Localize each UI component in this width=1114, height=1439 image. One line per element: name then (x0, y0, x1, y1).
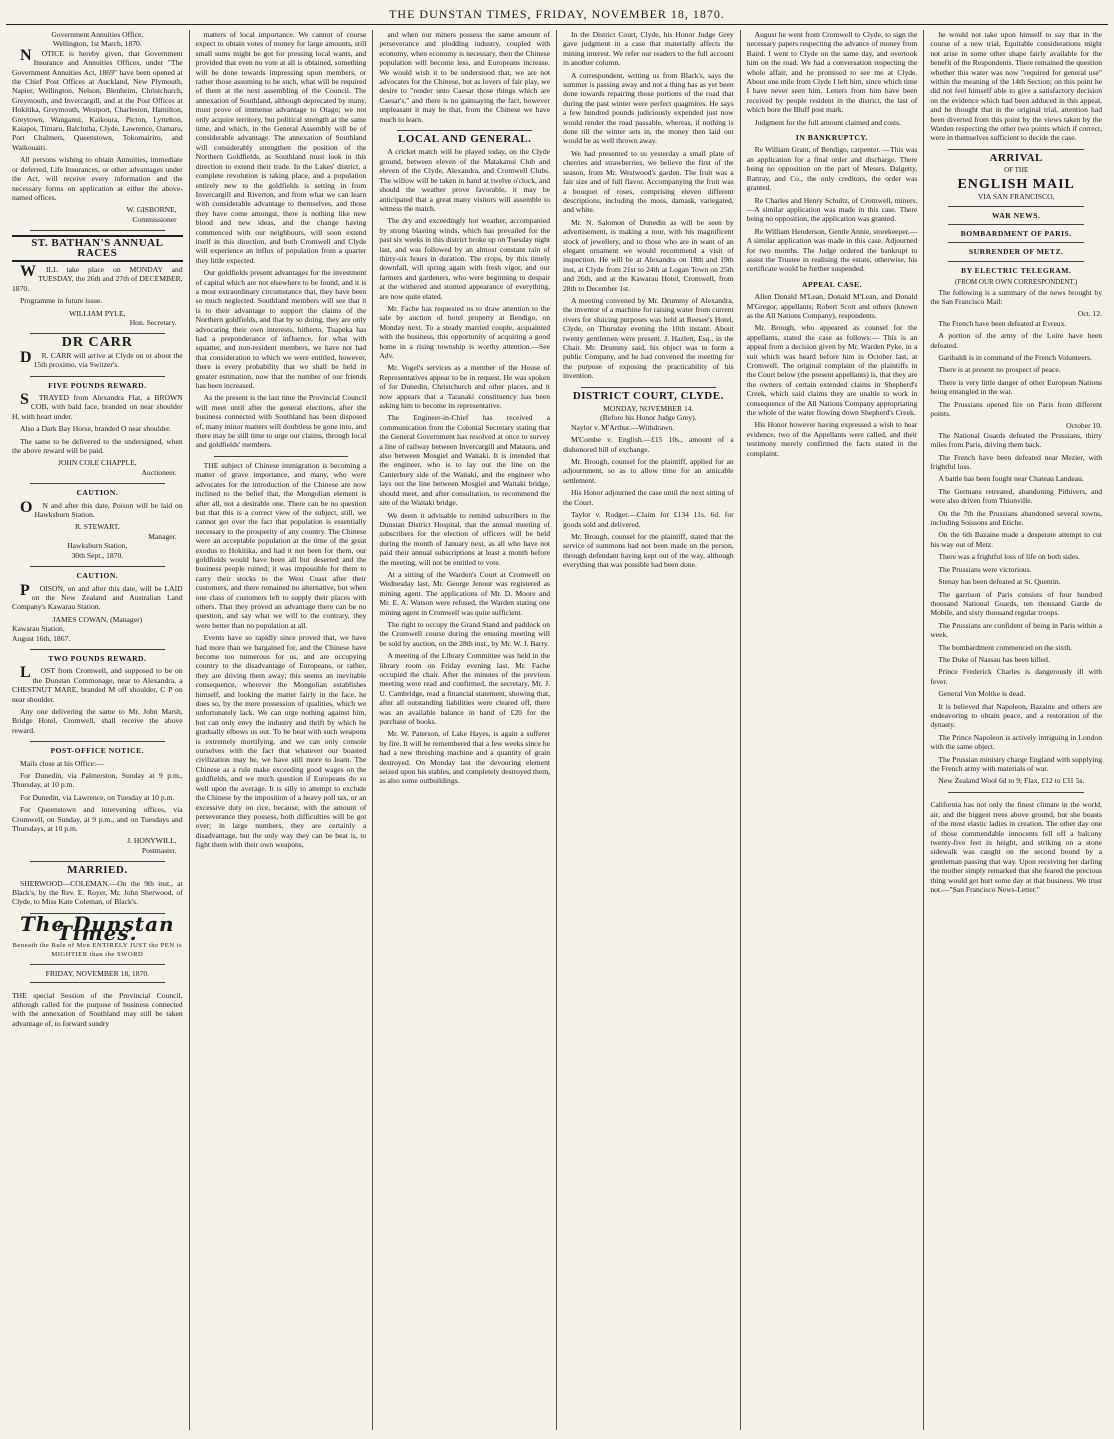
paragraph: We deem it advisable to remind subscribers to the Dunstan District Hospital, that the annual meeting of subscribers for the election of officers will be held during the month of January next, as all who have not paid their annual subscriptions at least a month before the meeting, will not be entitled to vote. (379, 510, 550, 567)
paragraph: Mr. Brough, who appeared as counsel for the appellants, stated the case as follows:— This is an appeal from a decision given by Mr. Warden Pyke, in a suit which was heard before him in October last, at Cromwell. The original complaint of the plaintiffs in the Court below (the present appellants) is, that they are the owners of certain extended claims in Shepherd's Creek, which said claims they are unable to work in consequence of the All Nations Company appropriating the whole of the water flowing down Shepherd's Creek. (746, 323, 918, 418)
via-title: VIA SAN FRANCISCO, (977, 192, 1055, 202)
reward-signature: JOHN COLE CHAPPLE, (57, 458, 137, 468)
news-item: The bombardment commenced on the sixth. (938, 642, 1073, 652)
arrival-title: ARRIVAL (989, 151, 1043, 164)
caution-place: Hawksburn Station, (67, 541, 128, 551)
war-news (930, 288, 1102, 786)
races-title: ST. BATHAN'S ANNUAL RACES (12, 235, 183, 262)
divider (948, 242, 1084, 243)
divider (30, 566, 165, 567)
war-news-title: WAR NEWS. (991, 210, 1041, 220)
local-general-title: LOCAL AND GENERAL. (397, 133, 532, 146)
notice-line-1: Government Annuities Office, (51, 30, 144, 39)
column-1 (6, 30, 190, 1430)
paragraph: In the District Court, Clyde, his Honor Judge Grey gave judgment in a case that materially affects the mining interest. We refer our readers to the full account in another column. (563, 30, 734, 68)
news-item: The Duke of Nassau has been killed. (938, 654, 1050, 664)
paragraph: His Honor adjourned the case until the next sitting of the Court. (563, 488, 734, 507)
divider (948, 261, 1084, 262)
paragraph: Allen Donald M'Lean, Donald M'Lean, and Donald M'Gregor, appellants; Robert Scott and others (known as the All Nations Company), respondents. (746, 292, 918, 320)
news-date: Oct. 12. (1077, 309, 1102, 319)
bankruptcy-title: IN BANKRUPTCY. (795, 133, 869, 143)
appeal-case (747, 292, 918, 458)
divider (948, 149, 1084, 150)
two-pounds-reward-advert (12, 654, 183, 735)
news-item: It is believed that Napoleon, Bazaine and others are endeavoring to obtain peace, and a restoration of the dynasty. (930, 701, 1102, 730)
married-title: MARRIED. (67, 864, 128, 877)
paragraph: Mr. Brough, counsel for the plaintiff, applied for an adjournment, so as to allow time for an amicable settlement. (563, 457, 734, 485)
news-item: The Prussian ministry charge England with supplying the French army with materials of war. (930, 754, 1102, 773)
notice-signature-title: Commissioner (132, 214, 177, 224)
caution-kawarau (12, 571, 183, 643)
news-item: There is very little danger of other European Nations being entangled in the war. (930, 377, 1102, 397)
reward-signature-title: Auctioneer. (141, 467, 177, 477)
news-item: The garrison of Paris consists of four hundred thousand National Guards, ten thousand Garde de Mobile, and sixty thousand regular troops. (930, 589, 1102, 618)
news-item: The Germans retreated, abandoning Pithivers, and were also driven from Thionville. (930, 486, 1102, 506)
races-body-2: Programme in future issue. (20, 296, 103, 306)
caution-signature: JAMES COWAN, (Manager) (52, 614, 143, 624)
court-judge: (Before his Honor Judge Grey). (600, 413, 697, 423)
paragraph: A meeting of the Library Committee was held in the library room on Friday evening last. Mr. Fache occupied the chair. After the minutes of the previous meeting were read and confirmed, the secretary, Mr. J. U. Cambridge, read a financial statement, showing that, after all outstanding liabilities were cleared off, there was an available balance in hand of £20 for the purchase of books. (379, 651, 550, 727)
divider (30, 333, 165, 334)
paragraph: M'Combe v. English.—£15 10s., amount of a dishonored bill of exchange. (563, 435, 734, 454)
appeal-title: APPEAL CASE. (801, 279, 862, 289)
caution-signature: R. STEWART, (74, 522, 120, 532)
news-item: The Prussians opened fire on Paris from different points. (930, 399, 1102, 418)
news-item: The Prussians are confident of being in Paris within a week. (930, 620, 1102, 640)
five-pounds-reward-advert (12, 381, 183, 478)
paragraph: Re William Grant, of Bendigo, carpenter. —This was an application for a final order and discharge. There being no opposition on the part of Messrs. Dalgetty, Rattray, and Co., the only creditors, the order was granted. (746, 145, 918, 193)
news-item: The French have been defeated at Evreux. (938, 318, 1067, 328)
reward-title: TWO POUNDS REWARD. (48, 653, 147, 663)
married-notice (12, 866, 183, 907)
caution-date: August 16th, 1867. (12, 633, 71, 643)
paragraph: Mr. N. Salomon of Dunedin as will be seen by advertisement, is making a tour, with his magnificent stock of jewellery, and to those who are in want of an elegant ornament we would recommend a visit of inspection. He will be at Alexandra on 18th and 19th inst, at Clyde from 21st to 24th at Logan Town on 25th and 26th, and at the Kawarau Hotel, Cromwell, from 28th to December 1st. (563, 217, 734, 293)
court-date: MONDAY, NOVEMBER 14. (603, 404, 694, 414)
married-body: SHERWOOD—COLEMAN.—On the 9th inst., at Black's, by the Rev. E. Royer, Mr. John Sherwood, of Clyde, to Miss Kate Coleman, of Black's. (12, 878, 183, 907)
paragraph: Events have so rapidly since proved that, we have had more than we bargained for, and the Chinese have become too numerous for us, and are occupying country to the disadvantage of Europeans, or rather, they are driving them away; this seems an inevitable consequence, wherever the Mongolian establishes himself, and looking the matter fairly in the face, he does so, by the mere possession of qualities, which we unfortunately lack. We can urge nothing against him, but can only envy the industry and thrift by which he gradually elbows us out. To be beat with such weapons is extremely mortifying, and we can only console ourselves with the fact that whatever our boasted civilization may be, we have still more to learn. The Chinese as a rule make exceeding good wages on the goldfields, and we much question if Europeans do so well upon the average. It is silly to attempt to exclude the Chinese by the imposition of a heavy poll tax, or an excessive duty on rice, because, with the amount of perseverance they possess, both difficulties will be got over; in large numbers, they are certainly a disadvantage, but the only way they can be beat is, to fight them with their own weapons, (195, 633, 367, 850)
reward-body-3: The same to be delivered to the undersigned, when the above reward will be paid. (12, 436, 183, 456)
reward-body: LOST from Cromwell, and supposed to be on the Dunstan Commonage, near to Alexandra, a CHESTNUT MARE, branded M off shoulder, C P on near shoulder. (12, 664, 183, 704)
column-4 (557, 30, 741, 1430)
divider (30, 982, 165, 983)
court-cases (563, 423, 734, 570)
caution-hawksburn (12, 488, 183, 560)
news-item: On the 6th Bazaine made a desperate attempt to cut his way out of Metz. (930, 530, 1102, 549)
newspaper-motto: Beneath the Rule of Men ENTIRELY JUST the PEN is MIGHTIER than the SWORD (12, 941, 183, 959)
caution-signature-title: Manager. (148, 531, 177, 541)
divider (30, 741, 165, 742)
divider (30, 483, 165, 484)
reward-body: STRAYED from Alexandra Flat, a BROWN COB, with bald face, branded on near shoulder H, with heart under. (12, 391, 183, 421)
post-line: For Queenstown and intervening offices, via Cromwell, on Sunday, at 9 p.m., and on Tuesdays and Thursdays, at 10 p.m. (12, 805, 183, 834)
paragraph: and when our miners possess the same amount of perseverance and plodding industry, coupled with economy, when economy is necessary, then the Chinese population will become less, and Europeans increase. We would wish it to be understood that, we are not advocates for the Chinese, but as lovers of fair play, we desire to "render unto Caesar those things which are Caesar's," and there is no gainsaying the fact, however unpleasant it may be that, from the Chinese we have much to learn. (379, 30, 550, 124)
court-continued (747, 30, 918, 127)
news-item: Garibaldi is in command of the French Volunteers. (938, 352, 1093, 362)
telegram-title: BY ELECTRIC TELEGRAM. (961, 265, 1072, 275)
notice-body-2: All persons wishing to obtain Annuities, immediate or deferred, Life Insurances, or other advantages under the Act, will receive every information and the necessary forms on application at either the above-named offices. (12, 155, 183, 202)
appeal-continued (930, 30, 1102, 143)
races-signature: WILLIAM PYLE, (69, 308, 126, 318)
divider (581, 387, 716, 388)
bombardment-title: BOMBARDMENT OF PARIS. (960, 228, 1072, 238)
divider (30, 649, 165, 650)
caution-title: CAUTION. (76, 571, 119, 581)
paragraph: A cricket match will be played today, on the Clyde ground, between eleven of the Matakanui Club and eleven of the Clyde, Alexandra, and Cromwell Clubs. The willow will be taken in hand at twelve o'clock, and should the weather prove favorable, it may be anticipated that a great many visitors will assemble to witness the match. (379, 147, 550, 213)
carr-title: DR CARR (61, 335, 133, 351)
newspaper-page (6, 30, 1108, 1430)
reward-body-2: Also a Dark Bay Horse, branded O near shoulder. (20, 424, 171, 434)
california-paragraph: California has not only the finest climate in the world, air, and the biggest trees above ground, but she boasts of the most elastic ladies in creation. The other day one of those commendable innocents fell off a balcony twenty-five feet in height, and striking on a stone sidewalk was caught on the second bound by a gentleman passing that way. Upon receiving her darling the mother simply remarked that she feared the precious thing would get hurt some day at that business. We trust not.—"San Francisco News-Letter." (930, 800, 1102, 895)
paragraph: We had presented to us yesterday a small plate of cherries and strawberries, we believe the first of the season, from Mr. Westwood's garden. The fruit was a fair size and of full flavor. Accompanying the fruit was a bouquet of roses, comprising eleven different descriptions, including the moss, damask, variegated, and white. (563, 148, 734, 215)
column-2 (190, 30, 374, 1430)
divider (30, 230, 165, 231)
masthead: THE DUNSTAN TIMES, FRIDAY, NOVEMBER 18, 1870. (6, 4, 1108, 25)
post-title: POST-OFFICE NOTICE. (50, 746, 145, 756)
divider (30, 376, 165, 377)
notice-signature: W. GISBORNE, (126, 205, 177, 215)
races-advert (12, 235, 183, 327)
races-body: WILL take place on MONDAY and TUESDAY, the 26th and 27th of DECEMBER, 1870. (12, 262, 183, 293)
editorial-end (379, 30, 550, 124)
chinese-editorial (196, 461, 367, 850)
newspaper-logo: The Dunstan Times. (20, 911, 175, 946)
column-6 (924, 30, 1108, 1430)
caution-body: POISON, on and after this date, will be LAID on the New Zealand and Australian Land Company's Kawarau Station. (12, 581, 183, 612)
paragraph: Mr. Fache has requested us to draw attention to the sale by auction of hotel property at Bendigo, on Monday next. To a steady married couple, acquainted with the business, this opportunity of acquiring a good home in a rising township is worthy attention.—See Adv. (379, 303, 550, 360)
notice-body: NOTICE is hereby given, that Government Insurance and Annuities Offices, under "The Government Annuities Act, 1869" have been opened at the Chief Post Offices at Auckland, New Plymouth, Napier, Wellington, Nelson, Blenheim, Christchurch, Greymouth, and Invercargill, and at the Post Offices at Hokitika, Greymouth, Westport, Charleston, Hamilton, Greytown, Wanganui, Kaikoura, Picton, Lyttelton, Kaiapoi, Timaru, Balclutha, Clyde, Lawrence, Oamaru, Port Chalmers, Queenstown, Tokomairiro, and Waikouaiti. (12, 46, 183, 152)
news-item: The Prince Napoleon is actively intriguing in London with the same object. (930, 732, 1102, 752)
paragraph: August he went from Cromwell to Clyde, to sign the necessary papers respecting the advance of money from Baird. I went to Clyde on the same day, and overtook him on the road. We had a conversation respecting the whole affair, and he promised to see me at Clyde. About one mile from Clyde I left him, since which time I have never seen him. Letters from him have been received by people resident in the district, the last of which bore the Bluff post mark. (746, 30, 918, 115)
news-item: Stenay has been defeated at St. Quentin. (938, 577, 1061, 587)
local-news (379, 147, 550, 785)
column-5 (741, 30, 925, 1430)
paragraph: The following is a summary of the news brought by the San Francisco Mail: (930, 287, 1102, 306)
government-annuities-notice (12, 30, 183, 224)
paragraph: At a sitting of the Warden's Court at Cromwell on Wednesday last, Mr. George Jenour was registered as mining agent. The applications of Mr. D. Moore and Mr. E. A. Watson were refused, the Warden stating one mining agent in Cromwell was quite sufficient. (379, 569, 550, 617)
english-mail-title: ENGLISH MAIL (957, 176, 1075, 192)
carr-advert (12, 335, 183, 370)
dateline: FRIDAY, NOVEMBER 18, 1870. (45, 968, 150, 978)
paragraph: Mr. W. Paterson, of Lake Hayes, is again a sufferer by fire. It will be remembered that a few weeks since he had a new threshing machine and a quantity of grain destroyed. On Monday last the devouring element seized upon his stables, and completely destroyed them, as also some outbuildings. (379, 729, 550, 786)
paragraph: The dry and exceedingly hot weather, accompanied by strong blasting winds, which has prevailed for the past six weeks in this district broke up on Tuesday night last, and was followed by an almost constant rain of thirty-six hours in duration. The crops, by this timely downfall, will spring again with fresh vigor, and our farmers and gardeners, who were beginning to despair at the withered and stunted appearance of everything, are now quite elated. (379, 216, 550, 301)
divider (214, 456, 349, 457)
caution-place: Kawarau Station, (12, 624, 65, 634)
divider (397, 130, 532, 131)
column-3 (373, 30, 557, 1430)
paragraph: Re William Henderson, Gentle Annie, storekeeper.—A similar application was made in this case. Adjourned for two months. The Judge ordered the bankrupt to assist the Trustee in realising the estate, otherwise, his certificate would be further suspended. (746, 226, 918, 274)
paragraph: Taylor v. Rodger.—Claim for £134 11s. 6d. for goods sold and delivered. (563, 510, 734, 529)
paragraph: A meeting convened by Mr. Drummy of Alexandra, the inventor of a machine for raising water from current rivers for sluicing purposes was held at Reesee's Hotel, Clyde, on Thursday evening the 10th instant. About twenty gentlemen were present. J. Hazlett, Esq., in the Chair. Mr. Drummy said, his object was to form a public Company, and he had convened the meeting for the purpose of exposing the practicability of his invention. (563, 295, 734, 381)
post-line: For Dunedin, via Lawrence, on Tuesday at 10 p.m. (20, 792, 175, 802)
news-item: The Prussians were victorious. (938, 564, 1032, 574)
post-line: For Dunedin, via Palmerston, Sunday at 9 p.m., Thursday, at 10 p.m. (12, 771, 183, 790)
paragraph: The Engineer-in-Chief has received a communication from the Colonial Secretary stating that the General Government has resolved at once to survey a line of railway between Invercargill and Mataura, and also between Mosgiel and Waitaki. It is intended that the engineer, who is to lay out the line on the Canterbury side of the Waitaki, and the engineer who lays out the line between Mosgiel and Waitaki bridge, should meet, and after consultation, to recommend the site of the Waitaki bridge. (379, 413, 550, 508)
paragraph: he would not take upon himself to say that in the course of a new trial, Equitable considerations might not arise in some other shape fairly available for the benefit of the Respondents. There remained the question whether this water was now "required for general use" within the meaning of the 14th Section; on this point he did not feel himself able to give a satisfactory decision on the evidence which had been adduced in this appeal, and he thought that in the original trial, attention had been diverted from this point by the views taken by the Warden respecting the other two points which if correct, were in themselves sufficient to decide the case. (930, 30, 1102, 143)
editorial-start: THE special Session of the Provincial Council, although called for the purpose of business connected with the annexation of Southland may still be taken advantage of, to forward sundry (12, 990, 183, 1028)
news-item: There is at present no prospect of peace. (938, 365, 1061, 375)
caution-title: CAUTION. (76, 488, 119, 498)
paragraph: Re Charles and Henry Schultz, of Cromwell, miners.—A similar application was made in this case. There being no opposition, the application was granted. (746, 195, 918, 224)
post-signature-title: Postmaster. (141, 845, 177, 855)
news-date: October 10. (1066, 421, 1102, 431)
news-item: On the 7th the Prussians abandoned several towns, including Soissons and Etiche. (930, 508, 1102, 528)
divider (948, 792, 1084, 793)
news-item: New Zealand Wool 6d to 9; Flax, £12 to £31 5s. (938, 776, 1085, 786)
paragraph: His Honor however having expressed a wish to hear evidence, two of the Appellants were called, and their testimony merely confirmed the facts stated in the complaint. (746, 420, 918, 458)
reward-title: FIVE POUNDS REWARD. (48, 380, 147, 390)
carr-body: DR. CARR will arrive at Clyde on or about the 15th proximo, via Switzer's. (20, 348, 183, 370)
paragraph: matters of local importance. We cannot of course expect to obtain votes of money for large amounts, still small sums might be got for pressing local wants, and provided that even no vote at all is obtained, something will be done towards impressing upon members, or rather those assuming to be such, what will be required of them at the next assembling of the Council. The annexation of Southland, although deprecated by many, must prove of immense advantage to Otago; we not only acquire territory, but political strength at the same time, and which, in the General Assembly will be of considerable advantage. The annexation of Southland will considerably strengthen the position of the Northern Goldfields, as Southland must look in this direction to extend their trade. In the Lakes' district, a complete revolution is taking place, and a population entirely new to the goldfields is setting in from Invercargill and Riverton, and from what we can learn with considerable advantage to themselves, and those they have come amongst, there is nothing like new blood and new ideas, and the change having commenced with our neighbours, will soon extend itself in this direction, and both Cromwell and Clyde will experience an influx of population from a quarter they little expected. (195, 30, 367, 265)
notice-line-2: Wellington, 1st March, 1870. (52, 39, 142, 49)
arrival-subtitle: OF THE (1004, 166, 1029, 175)
post-office-notice (12, 746, 183, 855)
caution-body: ON and after this date, Poison will be laid on Hawksburn Station. (20, 498, 183, 520)
paragraph: The right to occupy the Grand Stand and paddock on the Cromwell course during the ensuing meeting will be sold by auction, on the 28th inst., by Mr. W. J. Barry. (379, 619, 550, 648)
local-news-continued (563, 30, 734, 381)
divider (30, 861, 165, 862)
news-item: The French have been defeated near Mezier, with frightful loss. (930, 452, 1102, 472)
races-signature-title: Hon. Secretary. (129, 317, 177, 327)
caution-date: 30th Sept., 1870. (71, 550, 124, 560)
news-item: A portion of the army of the Loire have been defeated. (930, 331, 1102, 350)
news-item: Prince Frederick Charles is dangerously ill with fever. (930, 667, 1102, 686)
post-signature: J. HONYWILL, (127, 836, 177, 846)
paragraph: A correspondent, writing us from Black's, says the summer is passing away and not a thing has as yet been done towards repairing those portions of the road that during the past winter were perfect quagmires. He says a few hundred pounds judiciously expended just now would render the road passable, whereas, if nothing is done till the winter sets in, the money then laid out would be as well thrown away. (563, 70, 734, 146)
paragraph: Judgment for the full amount claimed and costs. (754, 117, 902, 127)
paragraph: Naylor v. M'Arthur.—Withdrawn. (571, 422, 675, 432)
divider (30, 964, 165, 965)
paragraph: Mr. Brough, counsel for the plaintiff, stated that the service of summons had not been made on the person, through defendant having kept out of the way, although everything that was possible had been done. (563, 531, 734, 570)
divider (948, 224, 1084, 225)
editorial-continued (196, 30, 367, 450)
post-line: Mails close at his Office:— (20, 758, 104, 768)
paragraph: As the present is the last time the Provincial Council will meet until after the general elections, after the business connected with Southland has been disposed of, many minor matters will doubtless be gone into, and there may be still time to urge our claims, through local and goldfields' members. (195, 393, 367, 450)
bankruptcy-cases (747, 145, 918, 273)
paragraph: THE subject of Chinese immigration is becoming a matter of grave importance, and many, who were advocates for the introduction of the Chinese are now inclined to the belief that, the Mongolian element is after all, not a desirable one. There can be no question but that this is a correct view of the subject, still, we cannot get over the fact that population is essentially necessary to the prosperity of any country. The Chinese were an acceptable population at the time of the great exodus to Hokitika, and had it not been for them, our goldfields would have been all but deserted and the business people ruined; it was impossible for them to carry their stocks to the West Coast after their customers, and there remained no alternative, but when one class of customers left to supply their places with others. That they proved an advantage there can be no question, and say what we will to the contrary, they were better than no population at all. (195, 460, 367, 630)
correspondent-note: (FROM OUR OWN CORRESPONDENT.) (954, 278, 1078, 287)
divider (948, 206, 1084, 207)
news-item: General Von Moltke is dead. (938, 689, 1026, 699)
metz-title: SURRENDER OF METZ. (968, 247, 1064, 257)
paragraph: Our goldfields present advantages for the investment of capital which are not elsewhere to be found, and it is a most extraordinary circumstance that, they have been so much neglected. Southland members will see that it is to their advantage to support the claims of the Northern goldfields, and that by so doing, they are only advocating their own interests, hitherto, Tuapeka has had a preponderance of influence, for what with squatter, and non-resident members, we have not had that consideration to which we were entitled, however, there is every probability that we shall be held in greater estimation, now that the number of our friends has been increased. (195, 268, 367, 391)
paragraph: Mr. Vogel's services as a member of the House of Representatives appear to be in request. He was spoken of for Dunedin, Christchurch and other places, and it now appears that a Taranaki constituency has been asking him to become its representative. (379, 363, 550, 411)
reward-body-2: Any one delivering the same to Mr. John Marsh, Bridge Hotel, Cromwell, shall receive the above reward. (12, 706, 183, 735)
news-item: A battle has been fought near Chateau Landeau. (938, 474, 1084, 484)
news-item: There was a frightful loss of life on both sides. (938, 552, 1081, 562)
district-court-title: DISTRICT COURT, CLYDE. (572, 389, 724, 402)
news-item: The National Guards defeated the Prussians, thirty miles from Paris, driving them back. (930, 430, 1102, 450)
